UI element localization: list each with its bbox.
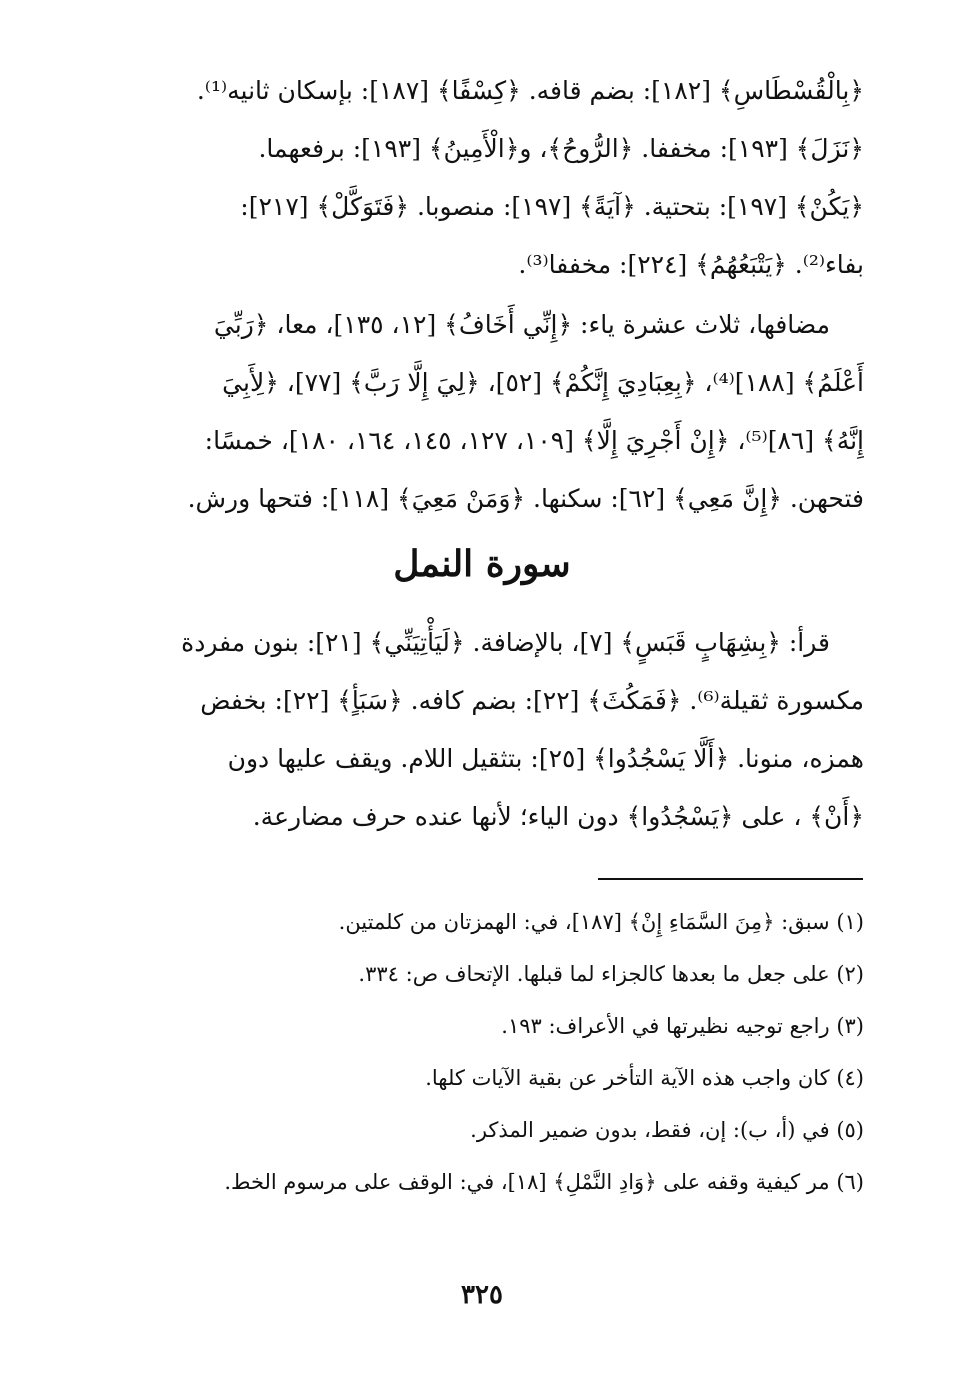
paragraph-naml-readings bbox=[98, 614, 864, 846]
text-line: أَعْلَمُ﴾ [١٨٨]⁽⁴⁾، ﴿بِعِبَادِيَ إِنَّكُمْ﴾ [٥٢]، ﴿لِيَ إِلَّا رَبَّ﴾ [٧٧]، ﴿لِأَبِيَ bbox=[222, 368, 864, 397]
footnote-6: (٦) مر كيفية وقفه على ﴿وَادِ النَّمْلِ﴾ [١٨]، في: الوقف على مرسوم الخط. bbox=[224, 1170, 864, 1194]
text-line: ﴿يَكُنْ﴾ [١٩٧]: بتحتية. ﴿آيَةً﴾ [١٩٧]: منصوبا. ﴿فَتَوَكَّلْ﴾ [٢١٧]: bbox=[240, 192, 864, 221]
text-line: ﴿بِالْقُسْطَاسِ﴾ [١٨٢]: بضم قافه. ﴿كِسْفًا﴾ [١٨٧]: بإسكان ثانيه⁽¹⁾. bbox=[196, 76, 864, 105]
text-line: بفاء⁽²⁾. ﴿يَتْبَعُهُمُ﴾ [٢٢٤]: مخففا⁽³⁾. bbox=[518, 250, 864, 279]
footnote-1: (١) سبق: ﴿مِنَ السَّمَاءِ إِنْ﴾ [١٨٧]، في: الهمزتان من كلمتين. bbox=[338, 910, 864, 934]
text-line: قرأ: ﴿بِشِهَابٍ قَبَسٍ﴾ [٧]، بالإضافة. ﴿لَيَأْتِيَنِّي﴾ [٢١]: بنون مفردة bbox=[181, 628, 830, 657]
page-number: ٣٢٥ bbox=[461, 1280, 503, 1310]
text-line: ﴿نَزَلَ﴾ [١٩٣]: مخففا. ﴿الرُّوحُ﴾، و﴿الْأَمِينُ﴾ [١٩٣]: برفعهما. bbox=[258, 134, 864, 163]
footnote-separator bbox=[598, 878, 863, 880]
footnote-2: (٢) على جعل ما بعدها كالجزاء لما قبلها. الإتحاف ص: ٣٣٤. bbox=[358, 962, 864, 986]
text-line: ﴿أَنْ﴾ ، على ﴿يَسْجُدُوا﴾ دون الياء؛ لأنها عنده حرف مضارعة. bbox=[252, 802, 864, 831]
text-line: همزه، منونا. ﴿أَلَّا يَسْجُدُوا﴾ [٢٥]: بتثقيل اللام. ويقف عليها دون bbox=[227, 744, 864, 773]
text-line: فتحهن. ﴿إِنَّ مَعِي﴾ [٦٢]: سكنها. ﴿وَمَنْ مَعِيَ﴾ [١١٨]: فتحها ورش. bbox=[187, 484, 864, 513]
footnote-3: (٣) راجع توجيه نظيرتها في الأعراف: ١٩٣. bbox=[501, 1014, 864, 1038]
footnote-4: (٤) كان واجب هذه الآية التأخر عن بقية الآيات كلها. bbox=[425, 1066, 864, 1090]
paragraph-shuara-readings bbox=[98, 62, 864, 294]
paragraph-added-yaa bbox=[98, 296, 864, 528]
text-line: إِنَّهُ﴾ [٨٦]⁽⁵⁾، ﴿إِنْ أَجْرِيَ إِلَّا﴾ [١٠٩، ١٢٧، ١٤٥، ١٦٤، ١٨٠]، خمسًا: bbox=[204, 426, 864, 455]
footnotes bbox=[98, 896, 864, 1208]
text-line: مكسورة ثقيلة⁽⁶⁾. ﴿فَمَكُثَ﴾ [٢٢]: بضم كافه. ﴿سَبَأٍ﴾ [٢٢]: بخفض bbox=[200, 686, 864, 715]
footnote-5: (٥) في (أ، ب): إن، فقط، بدون ضمير المذكر. bbox=[470, 1118, 864, 1142]
text-line: مضافها، ثلاث عشرة ياء: ﴿إِنِّي أَخَافُ﴾ [١٢، ١٣٥]، معا، ﴿رَبِّيَ bbox=[213, 310, 830, 339]
surah-heading: سورة النمل bbox=[393, 543, 571, 585]
